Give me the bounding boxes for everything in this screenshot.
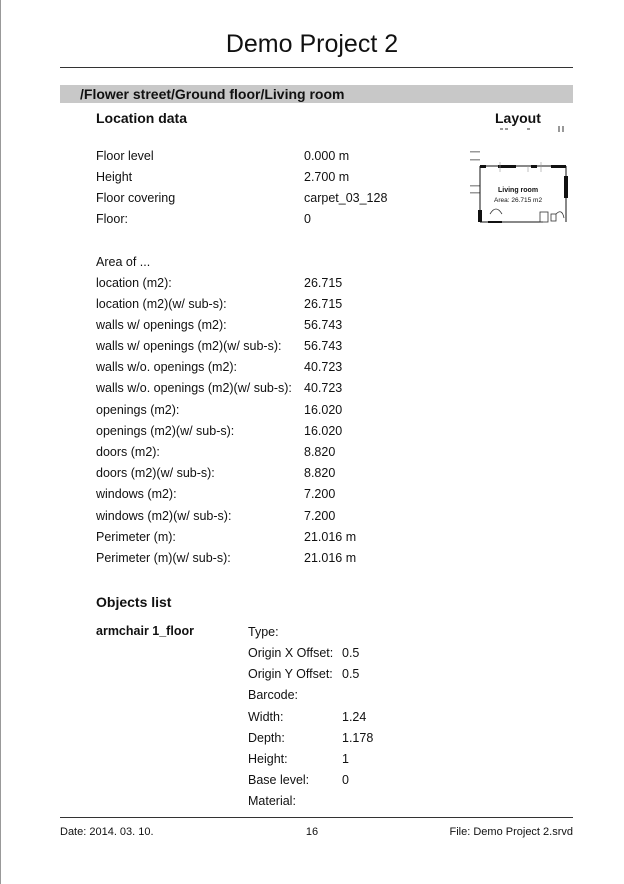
area-label: walls w/ openings (m2)(w/ sub-s): <box>96 339 282 353</box>
area-label: doors (m2): <box>96 445 160 459</box>
floor-level-value: 0.000 m <box>304 149 350 163</box>
object-field-value: 0.5 <box>342 646 360 660</box>
floor-level-label: Floor level <box>96 149 154 163</box>
area-label: openings (m2)(w/ sub-s): <box>96 424 235 438</box>
floor-value: 0 <box>304 212 311 226</box>
area-value: 7.200 <box>304 487 336 501</box>
area-value: 8.820 <box>304 445 336 459</box>
layout-floor-plan <box>468 122 574 232</box>
object-field-label: Base level: <box>248 773 310 787</box>
area-value: 16.020 <box>304 403 343 417</box>
area-value: 56.743 <box>304 318 343 332</box>
object-field-value: 1.24 <box>342 710 367 724</box>
floor-label: Floor: <box>96 212 128 226</box>
floor-covering-label: Floor covering <box>96 191 176 205</box>
object-field-value: 0 <box>342 773 349 787</box>
area-label: location (m2)(w/ sub-s): <box>96 297 227 311</box>
area-label: Perimeter (m)(w/ sub-s): <box>96 551 231 565</box>
objects-list-heading: Objects list <box>96 594 172 610</box>
object-field-label: Material: <box>248 794 296 808</box>
layout-heading: Layout <box>495 110 541 126</box>
object-field-label: Origin Y Offset: <box>248 667 333 681</box>
object-field-label: Height: <box>248 752 288 766</box>
area-label: walls w/o. openings (m2): <box>96 360 238 374</box>
area-value: 26.715 <box>304 297 343 311</box>
location-data-heading: Location data <box>96 110 188 126</box>
area-value: 8.820 <box>304 466 336 480</box>
page-title: Demo Project 2 <box>225 30 399 58</box>
area-label: openings (m2): <box>96 403 180 417</box>
area-label: walls w/o. openings (m2)(w/ sub-s): <box>96 381 292 395</box>
footer-rule <box>60 817 573 818</box>
object-field-label: Barcode: <box>248 688 299 702</box>
height-label: Height <box>96 170 133 184</box>
object-field-value: 1.178 <box>342 731 374 745</box>
object-field-label: Type: <box>248 625 279 639</box>
page-edge <box>0 0 1 884</box>
object-name: armchair 1_floor <box>96 624 194 638</box>
footer-date: Date: 2014. 03. 10. <box>60 826 154 838</box>
height-value: 2.700 m <box>304 170 350 184</box>
layout-room-area: Area: 26.715 m2 <box>494 197 543 204</box>
area-label: walls w/ openings (m2): <box>96 318 227 332</box>
footer-page-number: 16 <box>305 826 319 838</box>
location-path: /Flower street/Ground floor/Living room <box>80 86 345 102</box>
object-field-value: 0.5 <box>342 667 360 681</box>
area-value: 21.016 m <box>304 551 357 565</box>
object-field-label: Depth: <box>248 731 285 745</box>
layout-room-name: Living room <box>498 187 539 194</box>
area-value: 56.743 <box>304 339 343 353</box>
floor-covering-value: carpet_03_128 <box>304 191 388 205</box>
area-value: 40.723 <box>304 381 343 395</box>
area-heading: Area of ... <box>96 255 151 269</box>
area-label: Perimeter (m): <box>96 530 176 544</box>
area-value: 16.020 <box>304 424 343 438</box>
area-value: 21.016 m <box>304 530 357 544</box>
object-field-value: 1 <box>342 752 349 766</box>
footer-file-name: File: Demo Project 2.srvd <box>449 826 573 838</box>
area-label: doors (m2)(w/ sub-s): <box>96 466 215 480</box>
location-path-bar <box>60 85 573 103</box>
object-field-label: Origin X Offset: <box>248 646 334 660</box>
area-label: windows (m2): <box>96 487 177 501</box>
area-label: location (m2): <box>96 276 172 290</box>
object-field-label: Width: <box>248 710 284 724</box>
area-value: 40.723 <box>304 360 343 374</box>
area-value: 7.200 <box>304 509 336 523</box>
area-label: windows (m2)(w/ sub-s): <box>96 509 232 523</box>
title-rule <box>60 67 573 68</box>
area-value: 26.715 <box>304 276 343 290</box>
